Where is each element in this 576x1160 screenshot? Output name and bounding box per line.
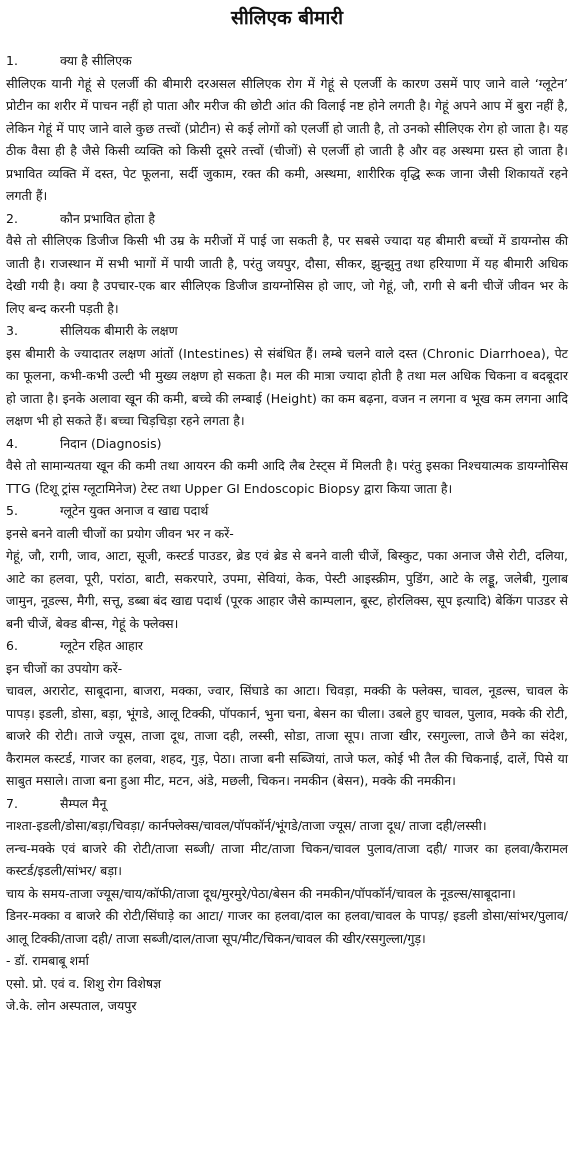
section-title: सीलियक बीमारी के लक्षण [60,323,178,338]
author-affiliation: जे.के. लोन अस्पताल, जयपुर [6,998,137,1013]
menu-dinner: डिनर-मक्का व बाजरे की रोटी/सिंघाड़े का आटा/ गाजर का हलवा/दाल का हलवा/चावल के पापड़/ इडली डोसा/सांभर/पुलाव/आलू टिक्की/ताजा दही/ ताजा सब्जी/दाल/ताजा सूप/मीट/चिकन/चावल की खीर/रसगुल्ला/गुड़। [6,908,568,946]
section-1-paragraph: सीलिएक यानी गेहूं से एलर्जी की बीमारी दरअसल सीलिएक रोग में गेहूं से एलर्जी के कारण उसमें पाए जाने वाले ‘ग्लूटेन’ प्रोटीन का शरीर में पाचन नहीं हो पाता और मरीज की छोटी आंत की विलाई नष्ट होने लगती है। गेहूं अपने आप में बुरा नहीं है, लेकिन गेहूं में पाए जाने वाले कुछ तत्त्वों (प्रोटीन) से कई लोगों को एलर्जी हो जाती है, तो उनको सीलिएक रोग हो जाता है। यह ठीक वैसा ही है जैसे किसी व्यक्ति को किसी दूसरे तत्त्वों (चीजों) से एलर्जी हो जाती है और वह अस्थमा ग्रस्त हो जाता है। प्रभावित व्यक्ति में दस्त, पेट फूलना, सर्दी जुकाम, रक्त की कमी, अस्थमा, शारीरिक वृद्धि रूक जाना जैसी शिकायतें रहने लगती हैं। [6,75,568,203]
section-1-heading [6,50,568,73]
section-title: ग्लूटेन युक्त अनाज व खाद्य पदार्थ [60,503,209,518]
section-4-paragraph: वैसे तो सामान्यतया खून की कमी तथा आयरन की कमी आदि लैब टेस्ट्स में मिलती है। परंतु इसका निश्चयात्मक डायग्नोसिस TTG (टिशू ट्रांस ग्लूटामिनेज) टेस्ट तथा Upper GI Endoscopic Biopsy द्वारा किया जाता है। [6,458,568,496]
section-4-heading [6,433,568,456]
section-5-paragraph: गेहूं, जौ, रागी, जाव, आटा, सूजी, कस्टर्ड पाउडर, ब्रेड एवं ब्रेड से बनने वाली चीजें, बिस्कुट, पका अनाज जैसे रोटी, दलिया, आटे का हलवा, पूरी, परांठा, बाटी, सकरपारे, उपमा, सेवियां, केक, पेस्टी आइस्क्रीम, पुडिंग, आटे के लड्डू, जलेबी, गुलाब जामुन, नूडल्स, मैगी, सत्तू, डब्बा बंद खाद्य पदार्थ (पूरक आहार जैसे काम्पलान, बूस्ट, होरलिक्स, सूप इत्यादि) बेकिंग पाउडर से बनी चीजें, बेक्ड बीन्स, गेहूं के फ्लेक्स। [6,548,568,631]
section-title: ग्लूटेन रहित आहार [60,638,144,653]
section-6-intro: इन चीजों का उपयोग करें- [6,660,123,676]
section-number: 3. [6,323,18,338]
section-number: 6. [6,638,18,653]
section-2-paragraph: वैसे तो सीलिएक डिजीज किसी भी उम्र के मरीजों में पाई जा सकती है, पर सबसे ज्यादा यह बीमारी बच्चों में डायग्नोस की जाती है। राजस्थान में सभी भागों में पायी जाती है, परंतु जयपुर, दौसा, सीकर, झुन्झुनु तथा हरियाणा में यह बीमारी अधिक देखी गयी है। क्या है उपचार-एक बार सीलिएक डिजीज डायग्नोसिस हो जाए, जो गेहूं, जौ, रागी से बनी चीजें जीवन भर के लिए बन्द करनी पड़ती है। [6,233,568,316]
menu-lunch: लन्च-मक्के एवं बाजरे की रोटी/ताजा सब्जी/ ताजा मीट/ताजा चिकन/चावल पुलाव/ताजा दही/ गाजर का हलवा/कैरामल कस्टर्ड/इडली/सांभर/ बड़ा। [6,840,568,878]
section-title: सैम्पल मैनू [60,795,107,811]
section-number: 7. [6,795,18,811]
section-6-paragraph: चावल, अरारोट, साबूदाना, बाजरा, मक्का, ज्वार, सिंघाडे का आटा। चिवड़ा, मक्की के फ्लेक्स, चावल, नूडल्स, चावल के पापड़। इडली, डोसा, बड़ा, भूंगडे, आलू टिक्की, पॉपकार्न, भुना चना, बेसन का चीला। उबले हुए चावल, पुलाव, मक्के की रोटी, बाजरे की रोटी। ताजे ज्यूस, ताजा दूध, ताजा दही, लस्सी, सोडा, ताजा सूप। ताजा खीर, रसगुल्ला, ताजे छैने का संदेश, कैरामल कस्टर्ड, गाजर का हलवा, शहद, गुड़, पेठा। ताजा बनी सब्जियां, ताजे फल, कोई भी तैल की चिकनाई, दालें, पिसे या साबुत मसाले। ताजा बना हुआ मीट, मटन, अंडे, मछली, चिकन। नमकीन (बेसन), मक्के की नमकीन। [6,683,568,788]
section-2-heading [6,208,568,231]
section-7-heading [6,793,568,816]
menu-breakfast: नाश्ता-इडली/डोसा/बड़ा/चिवड़ा/ कार्नफ्लेक्स/चावल/पॉपकॉर्न/भूंगडे/ताजा ज्यूस/ ताजा दूध/ ताजा दही/लस्सी। [6,818,487,833]
author-name: - डॉ. रामबाबू शर्मा [6,953,89,968]
section-6-heading [6,635,568,658]
section-number: 4. [6,435,18,451]
author-designation: एसो. प्रो. एवं व. शिशु रोग विशेषज्ञ [6,975,162,991]
section-5-intro: इनसे बनने वाली चीजों का प्रयोग जीवन भर न करें- [6,525,234,541]
section-title: निदान (Diagnosis) [60,435,162,451]
section-number: 1. [6,53,18,68]
section-number: 5. [6,503,18,518]
section-3-paragraph: इस बीमारी के ज्यादातर लक्षण आंतों (Intestines) से संबंधित हैं। लम्बे चलने वाले दस्त (Chronic Diarrhoea), पेट का फूलना, कभी-कभी उल्टी भी मुख्य लक्षण हो सकता है। मल की मात्रा ज्यादा होती है तथा मल अधिक चिकना व बदबूदार हो जाता है। इनके अलावा खून की कमी, बच्चे की लम्बाई (Height) का कम बढ़ना, वजन न लगना व भूख कम लगना आदि लक्षण भी हो सकते हैं। बच्चा चिड़चिड़ा रहने लगता है। [6,345,568,428]
section-5-heading [6,500,568,523]
section-title: कौन प्रभावित होता है [60,210,156,226]
section-number: 2. [6,210,18,226]
page-title: सीलिएक बीमारी [230,7,344,29]
section-3-heading [6,320,568,343]
section-title: क्या है सीलिएक [60,53,132,68]
menu-tea-time: चाय के समय-ताजा ज्यूस/चाय/कॉफी/ताजा दूध/मुरमुरे/पेठा/बेसन की नमकीन/पॉपकॉर्न/चावल के नूडल्स/साबूदाना। [6,885,516,901]
